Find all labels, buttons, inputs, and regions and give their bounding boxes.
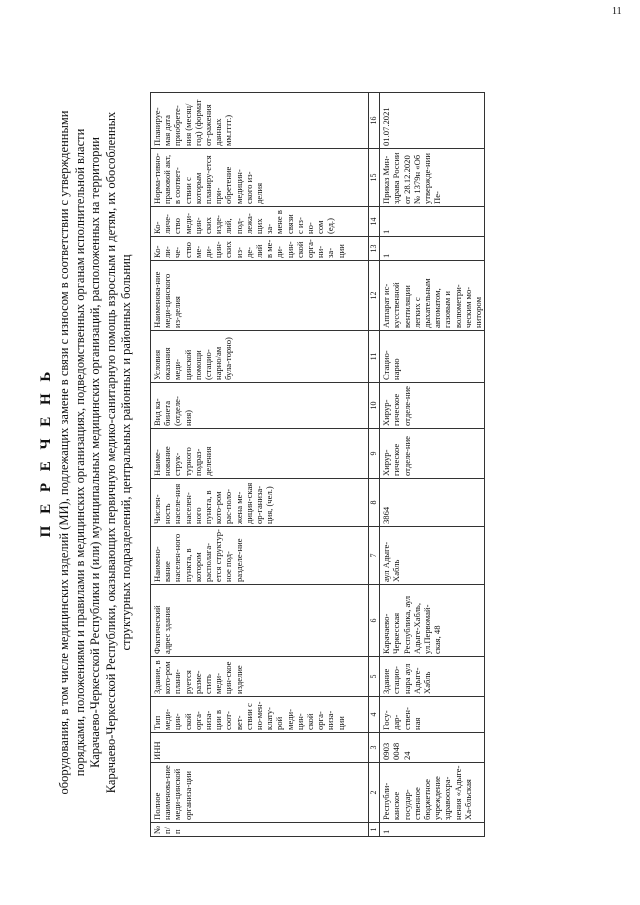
header-row [151,93,369,837]
table-row-cell: аул Адыге-Хабль [380,527,485,585]
column-number-row-cell: 12 [369,261,380,331]
header-row-cell: Норма-тивно-правовой акт, в соответ-ствии с которым планиру-ется при-обретение медицин-ского из-делия [151,149,369,207]
table-row-cell: Хирур-гическое отделе-ние [380,429,485,479]
header-row-cell: Здание, в кото-ром плани-руется разме-стить меди-цин-ское изделие [151,657,369,697]
column-number-row-cell: 2 [369,763,380,823]
heading-line-5: структурных подразделений, центральных районных и районных больниц [119,254,133,651]
table-row-cell: Республи-канское государ-ственное бюджетное учреждение здравоохра-нения «Адыге-Ха-бльская [380,763,485,823]
column-number-row-cell: 10 [369,383,380,429]
header-row-cell: Условия оказания меди-цинской помощи (стацио-нарно/ам була-торно) [151,331,369,383]
table-row-cell: 1 [380,237,485,261]
header-row-cell: Наимено-вание населен-ного пункта, в котором располага-ется структур-ное под-разделе-ние [151,527,369,585]
column-number-row-cell: 5 [369,657,380,697]
column-number-row-cell: 13 [369,237,380,261]
column-number-row-cell: 1 [369,823,380,837]
header-row-cell: Тип меди-цин-ской орга-низа-ции в соот-вет-ствии с но-мен-клату-рой меди-цин-ской орга-низа-ции [151,697,369,733]
column-number-row-cell: 11 [369,331,380,383]
heading-line-4: Карачаево-Черкесской Республики, оказывающих первичную медико-санитарную помощь взрослым и детям, их обособленных [103,111,118,794]
table-row [380,93,485,837]
header-row-cell: Планируе-мая дата приобрете-ния (месяц/ год) (формат от-ражения данных мм.гггг.) [151,93,369,149]
column-number-row-cell: 6 [369,585,380,657]
heading-line-1: оборудования, в том числе медицинских изделий (МИ), подлежащих замене в связи с износом в соответствии с утвержденными [57,110,71,795]
header-row-cell: Ко-личе-ство меди-цин-ских изде-лий, под-лежа-щих за-мене в связи с из-но-сом (ед.) [151,207,369,237]
column-number-row-cell: 8 [369,479,380,527]
header-row-cell: Ко-ли-че-ство ме-ди-цин-ских из-де-лий в ме-ди-цин-ской орга-ни-за-ции [151,237,369,261]
column-number-row-cell: 9 [369,429,380,479]
table-row-cell: 1 [380,207,485,237]
document-heading [38,0,135,905]
table-row-cell: Хирур-гическое отделе-ние [380,383,485,429]
header-row-cell: Наименова-ние меди-цинского из-делия [151,261,369,331]
heading-line-3: Карачаево-Черкесской Республики и (или) муниципальных медицинских организаций, расположенных на территории [88,137,102,768]
header-row-cell: Числен-ность населе-ния населен-ного пункта, в кото-ром рас-поло-жена ме-дицин-ская ор-ганиза-ция, (чел.) [151,479,369,527]
header-row-cell: Вид ка-бинета (отделе-ния) [151,383,369,429]
header-row-cell: Полное наименова-ние меди-цинской организа-ции [151,763,369,823]
header-row-cell: № п/ п [151,823,369,837]
table-row-cell: 3864 [380,479,485,527]
table-row-cell: 0903 0048 24 [380,733,485,763]
column-number-row-cell: 7 [369,527,380,585]
table-row-cell: Карачаево-Черкесская Республика, аул Адыге-Хабль, ул.Первомай-ская, 48 [380,585,485,657]
column-number-row-cell: 14 [369,207,380,237]
table-row-cell: 01.07.2021 [380,93,485,149]
column-number-row-cell: 4 [369,697,380,733]
header-row-cell: ИНН [151,733,369,763]
table-row-cell: Здание стацио-нара аул Адыге-Хабль [380,657,485,697]
equipment-table [150,92,485,837]
page-number: 11 [612,6,622,17]
column-number-row-cell: 16 [369,93,380,149]
document-title: П Е Р Е Ч Е Н Ь [38,367,54,538]
table-row-cell: Аппарат ис-кусственной вентиляции легких с дыхательным автоматом, газовым и волюметри-ческим мо-нитором [380,261,485,331]
column-number-row-cell: 15 [369,149,380,207]
header-row-cell: Наиме-нование струк-турного подраз-деления [151,429,369,479]
table-row-cell: Стацио-нарно [380,331,485,383]
table-row-cell: Госу-дар-ствен-ная [380,697,485,733]
column-number-row [369,93,380,837]
column-number-row-cell: 3 [369,733,380,763]
heading-line-2: порядками, положениями и правилами в медицинских организациях, подведомственных органам исполнительной власти [72,128,87,777]
table-row-cell: 1 [380,823,485,837]
table-row-cell: Приказ Мин-здрава России от 28.12.2020 № 1379н «Об утвержде-нии Пе- [380,149,485,207]
header-row-cell: Фактический адрес здания [151,585,369,657]
